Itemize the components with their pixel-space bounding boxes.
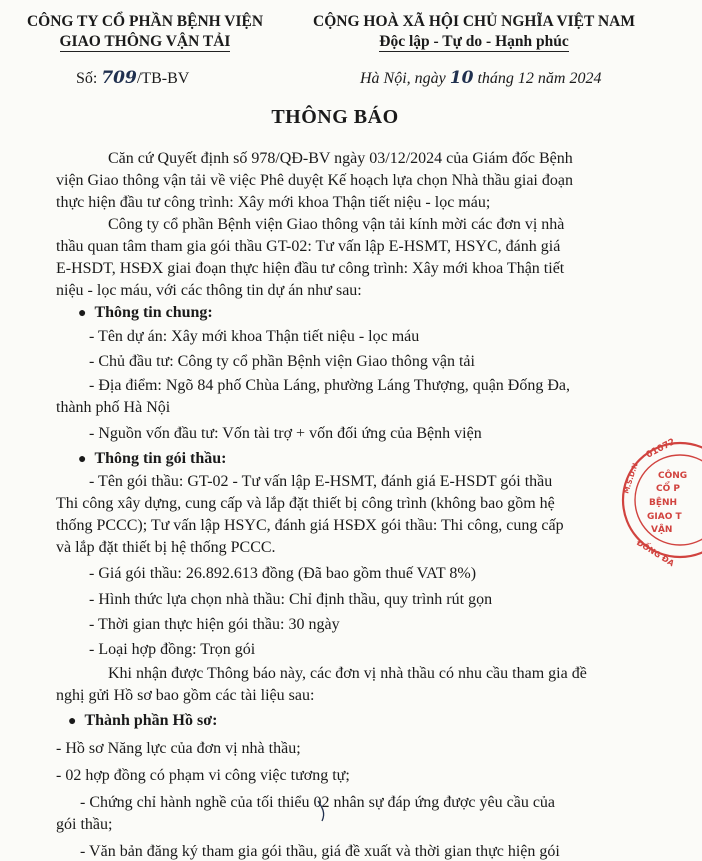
bullet-icon: ● — [78, 306, 87, 321]
document-number — [76, 69, 189, 88]
check-mark-icon — [314, 799, 330, 825]
general-item-project: - Tên dự án: Xây mới khoa Thận tiết niệu - lọc máu — [89, 328, 420, 345]
company-name — [20, 12, 270, 52]
company-name-line2: GIAO THÔNG VẬN TẢI — [59, 33, 231, 50]
svg-text:ĐỐNG ĐA: ĐỐNG ĐA — [634, 538, 676, 569]
svg-text:M.S.D.N: M.S.D.N — [622, 462, 640, 495]
svg-text:CỔ P: CỔ P — [656, 484, 680, 494]
company-name-line1: CÔNG TY CỔ PHẦN BỆNH VIỆN — [26, 13, 264, 30]
general-info-heading: ● Thông tin chung: — [78, 304, 213, 321]
doc-number-suffix: /TB-BV — [136, 70, 190, 87]
svg-text:GIAO T: GIAO T — [647, 512, 682, 522]
company-stamp-icon — [602, 436, 702, 576]
package-item-name-cont-2: thống PCCC); Tư vấn lập HSYC, đánh giá HSĐX gói thầu: Thi công, cung cấp — [56, 517, 564, 534]
bullet-icon: ● — [68, 714, 77, 729]
package-item-name-cont-1: Thi công xây dựng, cung cấp và lắp đặt thiết bị công trình (không bao gồm hệ — [56, 495, 555, 512]
dossier-item-registration: - Văn bản đăng ký tham gia gói thầu, giá đề xuất và thời gian thực hiện gói — [80, 843, 560, 860]
motto-line: Độc lập - Tự do - Hạnh phúc — [379, 33, 569, 50]
invitation-line-2: thầu quan tâm tham gia gói thầu GT-02: Tư vấn lập E-HSMT, HSYC, đánh giá — [56, 238, 561, 255]
package-item-contract: - Loại hợp đồng: Trọn gói — [89, 641, 256, 658]
general-item-location: - Địa điểm: Ngõ 84 phố Chùa Láng, phường Láng Thượng, quận Đống Đa, — [89, 377, 571, 394]
intro-line-1: Căn cứ Quyết định số 978/QĐ-BV ngày 03/12/2024 của Giám đốc Bệnh — [108, 150, 573, 167]
document-title: THÔNG BÁO — [271, 106, 399, 128]
invitation-line-3: E-HSDT, HSĐX giai đoạn thực hiện đầu tư công trình: Xây mới khoa Thận tiết — [56, 260, 565, 277]
intro-line-3: thực hiện đầu tư công trình: Xây mới khoa Thận tiết niệu - lọc máu; — [56, 194, 491, 211]
general-item-funding: - Nguồn vốn đầu tư: Vốn tài trợ + vốn đối ứng của Bệnh viện — [89, 425, 482, 442]
dossier-item-certificates-cont: gói thầu; — [56, 816, 113, 833]
package-item-price: - Giá gói thầu: 26.892.613 đồng (Đã bao gồm thuế VAT 8%) — [89, 565, 477, 582]
bullet-icon: ● — [78, 452, 87, 467]
svg-text:01072: 01072 — [644, 437, 678, 461]
date-prefix: Hà Nội, ngày — [360, 70, 446, 87]
intro-line-2: viện Giao thông vận tải về việc Phê duyệt Kế hoạch lựa chọn Nhà thầu giai đoạn — [56, 172, 573, 189]
package-item-duration: - Thời gian thực hiện gói thầu: 30 ngày — [89, 616, 340, 633]
doc-number-prefix: Số: — [76, 70, 98, 87]
invitation-line-4: niệu - lọc máu, với các thông tin dự án như sau: — [56, 282, 362, 299]
doc-number-handwritten: 709 — [101, 68, 137, 88]
national-motto — [278, 12, 670, 52]
package-item-name: - Tên gói thầu: GT-02 - Tư vấn lập E-HSMT, đánh giá E-HSDT gói thầu — [89, 473, 553, 490]
date-suffix: tháng 12 năm 2024 — [477, 70, 602, 87]
package-info-heading: ● Thông tin gói thầu: — [78, 450, 227, 467]
dossier-item-contracts: - 02 hợp đồng có phạm vi công việc tương tự; — [56, 767, 350, 784]
request-line-2: nghị gửi Hồ sơ bao gồm các tài liệu sau: — [56, 687, 315, 704]
request-line-1: Khi nhận được Thông báo này, các đơn vị nhà thầu có nhu cầu tham gia đề — [108, 665, 587, 682]
national-title: CỘNG HOÀ XÃ HỘI CHỦ NGHĨA VIỆT NAM — [313, 13, 635, 30]
dossier-heading: ● Thành phần Hồ sơ: — [68, 712, 218, 729]
document-date — [360, 69, 601, 88]
dossier-item-certificates: - Chứng chỉ hành nghề của tối thiểu 02 nhân sự đáp ứng được yêu cầu của — [80, 794, 556, 811]
general-item-location-cont: thành phố Hà Nội — [56, 399, 171, 416]
package-item-name-cont-3: và lắp đặt thiết bị hệ thống PCCC. — [56, 539, 276, 556]
dossier-item-capacity: - Hồ sơ Năng lực của đơn vị nhà thầu; — [56, 740, 301, 757]
general-item-investor: - Chủ đầu tư: Công ty cổ phần Bệnh viện Giao thông vận tải — [89, 353, 475, 370]
svg-text:BỆNH: BỆNH — [649, 498, 678, 508]
invitation-line-1: Công ty cổ phần Bệnh viện Giao thông vận tải kính mời các đơn vị nhà — [108, 216, 565, 233]
package-item-method: - Hình thức lựa chọn nhà thầu: Chỉ định thầu, quy trình rút gọn — [89, 591, 493, 608]
date-day-handwritten: 10 — [449, 68, 474, 88]
svg-text:VẬN: VẬN — [651, 525, 673, 535]
svg-text:CÔNG: CÔNG — [658, 471, 688, 481]
